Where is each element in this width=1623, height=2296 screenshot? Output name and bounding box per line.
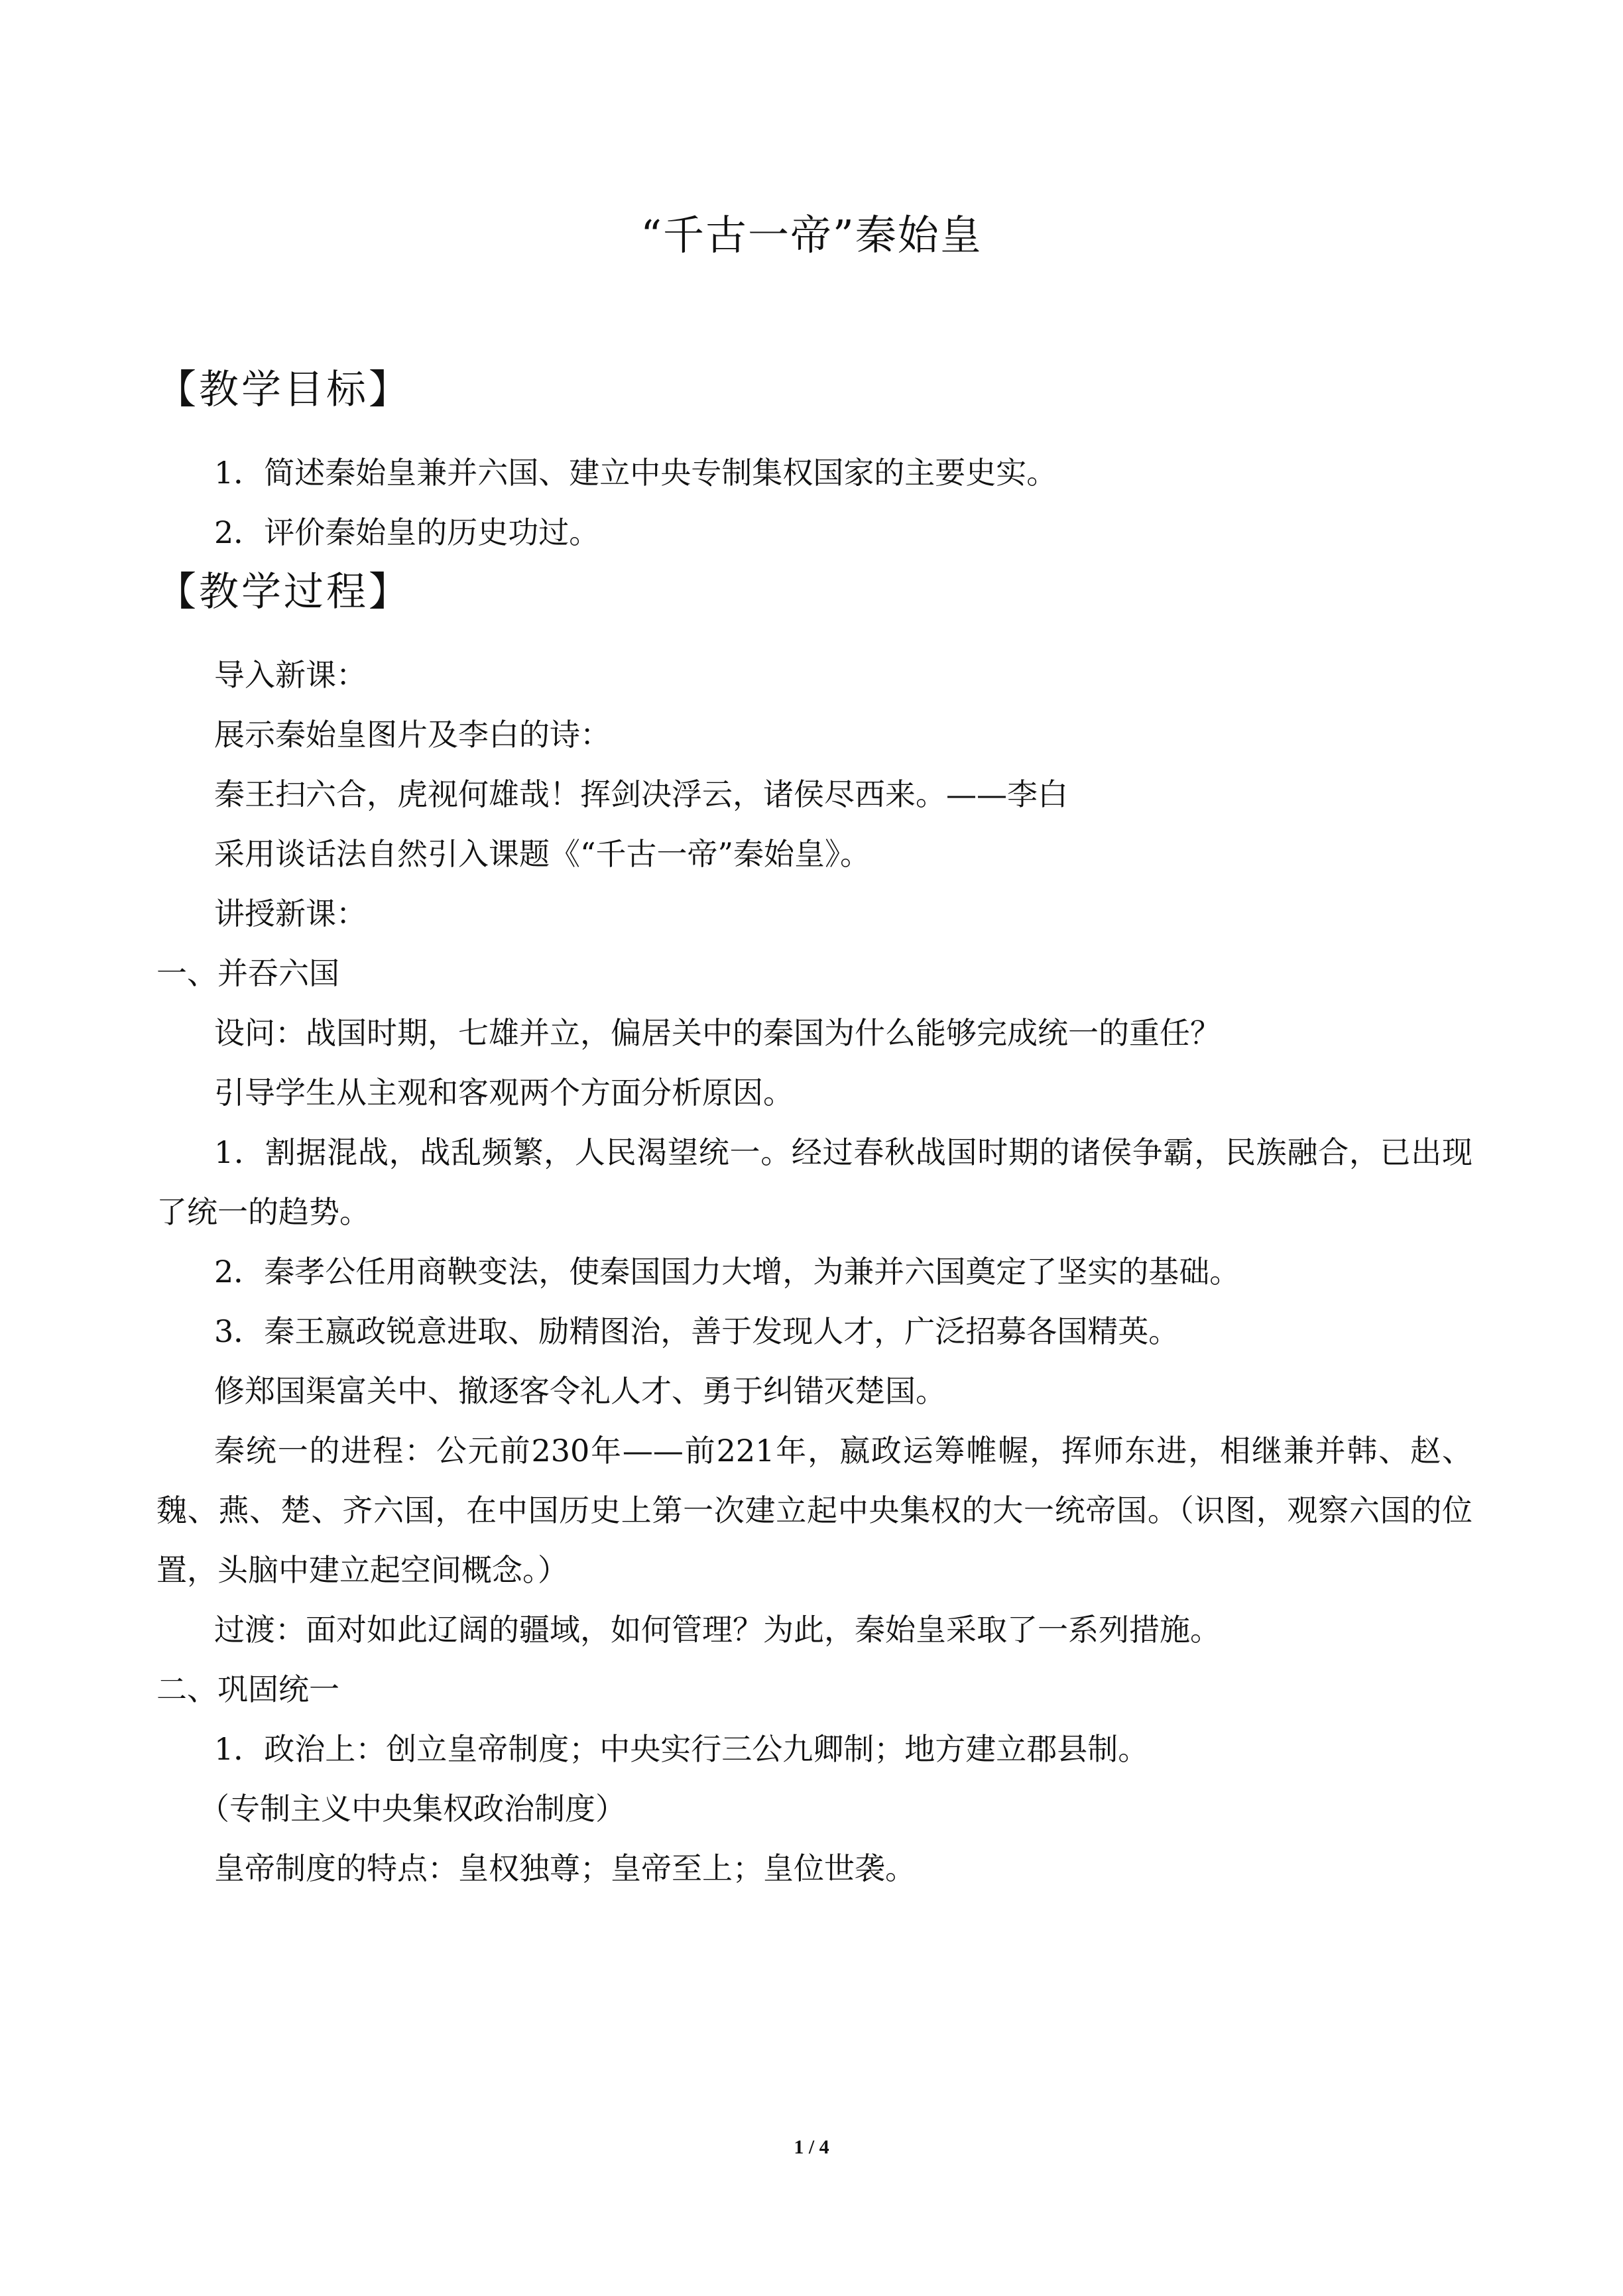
reason-1: 1．割据混战，战乱频繁，人民渴望统一。经过春秋战国时期的诸侯争霸，民族融合，已出现了统一的趋势。 bbox=[156, 1134, 1473, 1230]
objective-item: 1．简述秦始皇兼并六国、建立中央专制集权国家的主要史实。 bbox=[214, 455, 1057, 491]
reason-3: 3．秦王嬴政锐意进取、励精图治，善于发现人才，广泛招募各国精英。 bbox=[214, 1313, 1179, 1349]
part1-question: 设问：战国时期，七雄并立，偏居关中的秦国为什么能够完成统一的重任？ bbox=[214, 1015, 1221, 1051]
part1-guide: 引导学生从主观和客观两个方面分析原因。 bbox=[214, 1075, 794, 1111]
page-number: 1 / 4 bbox=[794, 2136, 829, 2158]
part1-transition: 过渡：面对如此辽阔的疆域，如何管理？为此，秦始皇采取了一系列措施。 bbox=[214, 1612, 1221, 1648]
objective-item: 2．评价秦始皇的历史功过。 bbox=[214, 514, 600, 550]
reason-2: 2．秦孝公任用商鞅变法，使秦国国力大增，为兼并六国奠定了坚实的基础。 bbox=[214, 1254, 1240, 1290]
part2-note: （专制主义中央集权政治制度） bbox=[199, 1791, 626, 1827]
part2-features: 皇帝制度的特点：皇权独尊；皇帝至上；皇位世袭。 bbox=[214, 1850, 916, 1886]
intro-poem: 秦王扫六合，虎视何雄哉！挥剑决浮云，诸侯尽西来。——李白 bbox=[214, 776, 1068, 812]
part1-heading: 一、并吞六国 bbox=[156, 955, 339, 991]
objectives-heading: 【教学目标】 bbox=[156, 367, 411, 413]
part1-deeds: 修郑国渠富关中、撤逐客令礼人才、勇于纠错灭楚国。 bbox=[214, 1373, 946, 1409]
process-heading: 【教学过程】 bbox=[156, 569, 411, 615]
page-title: “千古一帝”秦始皇 bbox=[640, 211, 983, 259]
intro-label: 导入新课： bbox=[214, 657, 367, 693]
teach-label: 讲授新课： bbox=[214, 896, 367, 932]
part2-politics: 1．政治上：创立皇帝制度；中央实行三公九卿制；地方建立郡县制。 bbox=[214, 1731, 1149, 1767]
part2-heading: 二、巩固统一 bbox=[156, 1671, 339, 1707]
intro-method: 采用谈话法自然引入课题《“千古一帝”秦始皇》。 bbox=[214, 836, 871, 872]
intro-show: 展示秦始皇图片及李白的诗： bbox=[214, 717, 611, 753]
unification-process: 秦统一的进程：公元前230年——前221年，嬴政运筹帷幄，挥师东进，相继兼并韩、赵、魏、燕、楚、齐六国，在中国历史上第一次建立起中央集权的大一统帝国。（识图，观察六国的位置，头脑中建立起空间概念。） bbox=[156, 1433, 1473, 1588]
